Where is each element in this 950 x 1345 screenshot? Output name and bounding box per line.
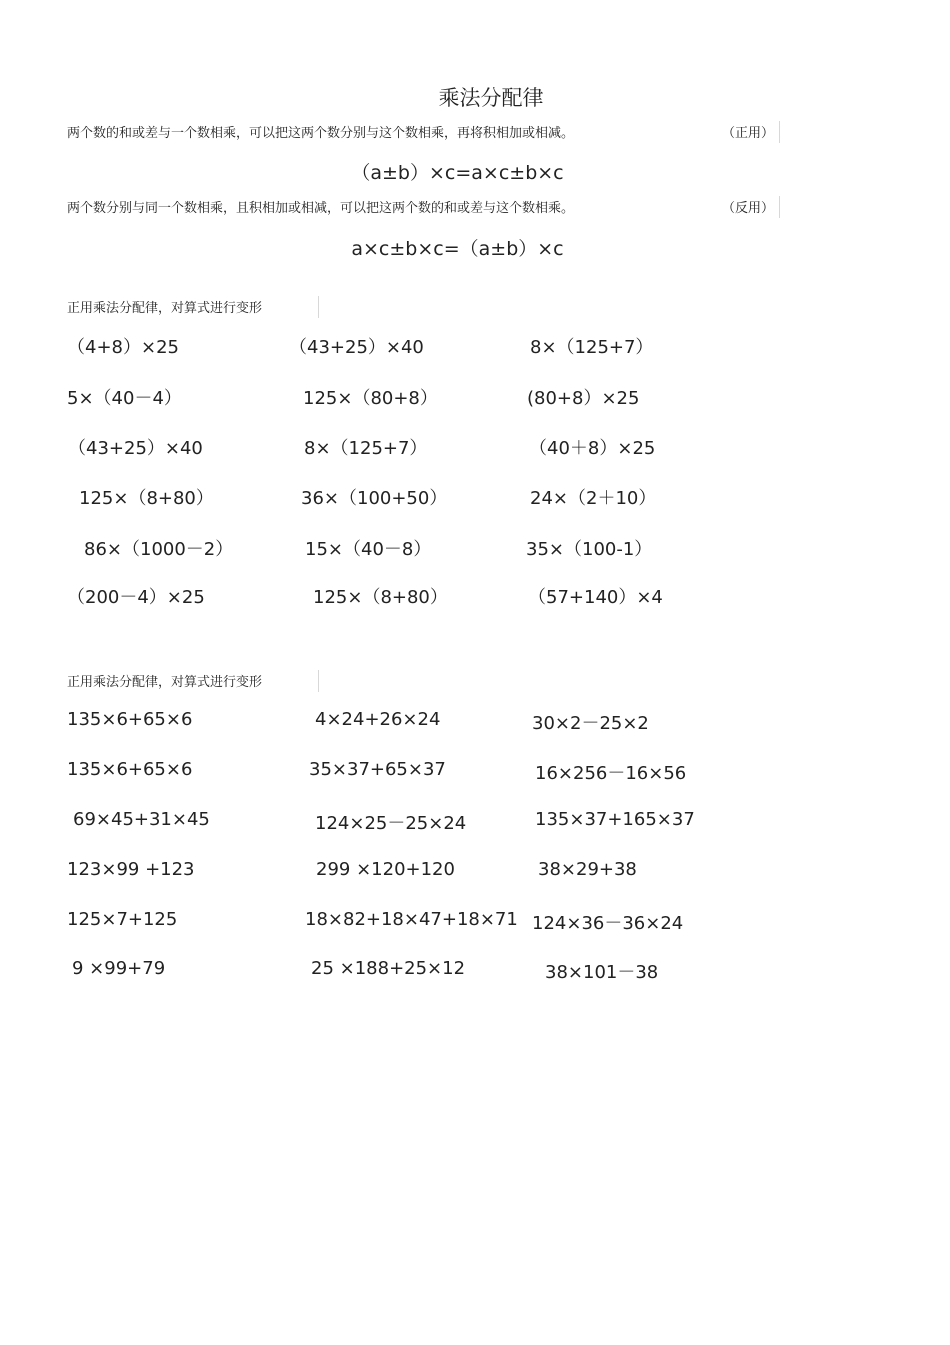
exercise-1-1-3: 8×（125+7） [530,337,654,358]
exercise-1-4-1: 125×（8+80） [79,488,214,509]
exercise-1-1-1: （4+8）×25 [67,337,179,358]
exercise-2-3-3: 135×37+165×37 [535,809,695,830]
exercise-2-2-1: 135×6+65×6 [67,759,193,780]
rule-forward-text: 两个数的和或差与一个数相乘，可以把这两个数分别与这个数相乘，再将积相加或相减。 [67,126,575,141]
page-title: 乘法分配律 [438,86,544,110]
exercise-1-4-3: 24×（2＋10） [530,488,657,509]
formula-forward: （a±b）×c=a×c±b×c [351,162,564,184]
exercise-1-5-3: 35×（100-1） [526,539,653,560]
exercise-2-5-2: 18×82+18×47+18×71 [305,909,518,930]
exercise-2-6-3: 38×101－38 [545,962,659,983]
tag-forward: （正用） [722,126,775,141]
exercise-1-5-2: 15×（40－8） [305,539,432,560]
exercise-2-3-2: 124×25－25×24 [315,813,467,834]
exercise-2-2-3: 16×256－16×56 [535,763,687,784]
exercise-2-6-1: 9 ×99+79 [72,958,166,979]
exercise-2-1-2: 4×24+26×24 [315,709,441,730]
exercise-2-5-1: 125×7+125 [67,909,178,930]
exercise-1-3-2: 8×（125+7） [304,438,428,459]
tag-reverse: （反用） [722,201,775,216]
section-2-heading: 正用乘法分配律，对算式进行变形 [67,675,263,690]
exercise-2-4-1: 123×99 +123 [67,859,195,880]
exercise-1-2-3: (80+8）×25 [527,388,640,409]
divider-line [779,196,780,218]
exercise-1-2-2: 125×（80+8） [303,388,438,409]
rule-reverse-text: 两个数分别与同一个数相乘，且积相加或相减，可以把这两个数的和或差与这个数相乘。 [67,201,575,216]
formula-reverse: a×c±b×c=（a±b）×c [351,238,564,260]
exercise-1-1-2: （43+25）×40 [289,337,424,358]
divider-line [318,296,319,318]
exercise-1-5-1: 86×（1000－2） [84,539,234,560]
exercise-2-3-1: 69×45+31×45 [73,809,210,830]
exercise-2-4-3: 38×29+38 [538,859,637,880]
exercise-2-6-2: 25 ×188+25×12 [311,958,466,979]
exercise-2-4-2: 299 ×120+120 [316,859,455,880]
exercise-1-4-2: 36×（100+50） [301,488,448,509]
exercise-2-1-1: 135×6+65×6 [67,709,193,730]
exercise-1-2-1: 5×（40－4） [67,388,182,409]
exercise-2-1-3: 30×2－25×2 [532,713,649,734]
exercise-1-6-3: （57+140）×4 [528,587,663,608]
divider-line [779,121,780,143]
exercise-1-6-1: （200－4）×25 [67,587,205,608]
divider-line [318,670,319,692]
exercise-1-3-1: （43+25）×40 [68,438,203,459]
exercise-1-3-3: （40＋8）×25 [529,438,656,459]
exercise-2-2-2: 35×37+65×37 [309,759,446,780]
exercise-2-5-3: 124×36－36×24 [532,913,684,934]
section-1-heading: 正用乘法分配律，对算式进行变形 [67,301,263,316]
exercise-1-6-2: 125×（8+80） [313,587,448,608]
